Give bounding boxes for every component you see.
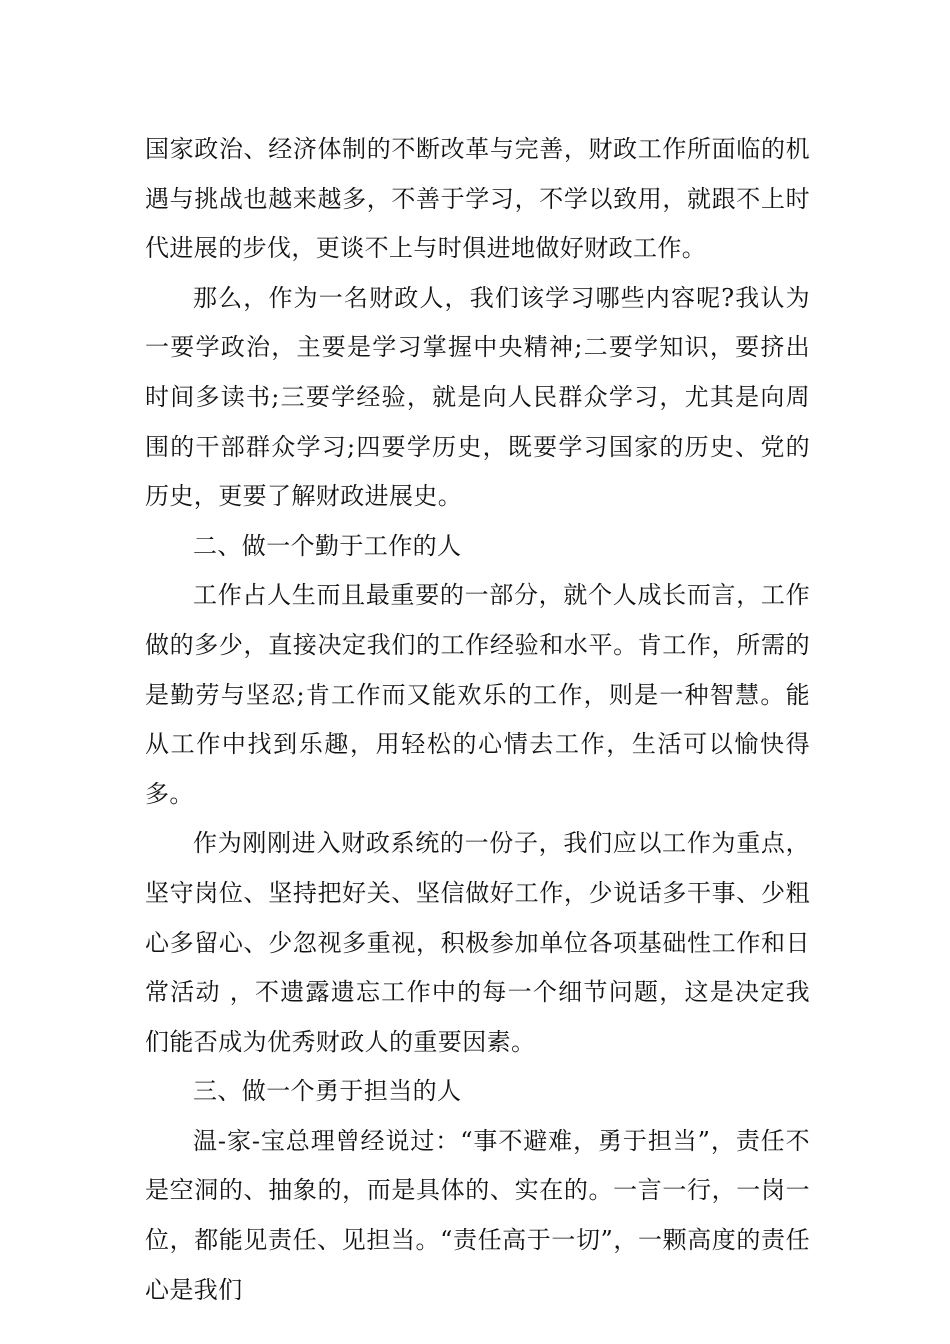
paragraph-work-importance: 工作占人生而且最重要的一部分，就个人成长而言，工作做的多少，直接决定我们的工作经验和水平。肯工作，所需的是勤劳与坚忍;肯工作而又能欢乐的工作，则是一种智慧。能从工作中找到乐趣，用轻松的心情去工作，生活可以愉快得多。 (145, 581, 810, 808)
paragraph-responsibility-quote: 温-家-宝总理曾经说过：“事不避难，勇于担当”，责任不是空洞的、抽象的，而是具体的、实在的。一言一行，一岗一位，都能见责任、见担当。“责任高于一切”，一颗高度的责任心是我们 (145, 1126, 810, 1304)
section-heading-diligent-work: 二、做一个勤于工作的人 (193, 531, 462, 560)
paragraph-what-to-learn: 那么，作为一名财政人，我们该学习哪些内容呢?我认为一要学政治，主要是学习掌握中央精神;二要学知识，要挤出时间多读书;三要学经验，就是向人民群众学习，尤其是向周围的干部群众学习;四要学历史，既要学习国家的历史、党的历史，更要了解财政进展史。 (145, 283, 810, 511)
paragraph-new-member-duties: 作为刚刚进入财政系统的一份子，我们应以工作为重点，坚守岗位、坚持把好关、坚信做好工作，少说话多干事、少粗心多留心、少忽视多重视，积极参加单位各项基础性工作和日常活动 ，不遗露遗忘工作中的每一个细节问题，这是决定我们能否成为优秀财政人的重要因素。 (145, 829, 810, 1056)
document-body (145, 125, 810, 1315)
paragraph-reform-challenges: 国家政治、经济体制的不断改革与完善，财政工作所面临的机遇与挑战也越来越多，不善于学习，不学以致用，就跟不上时代进展的步伐，更谈不上与时俱进地做好财政工作。 (145, 135, 810, 263)
section-heading-responsibility: 三、做一个勇于担当的人 (193, 1077, 462, 1106)
